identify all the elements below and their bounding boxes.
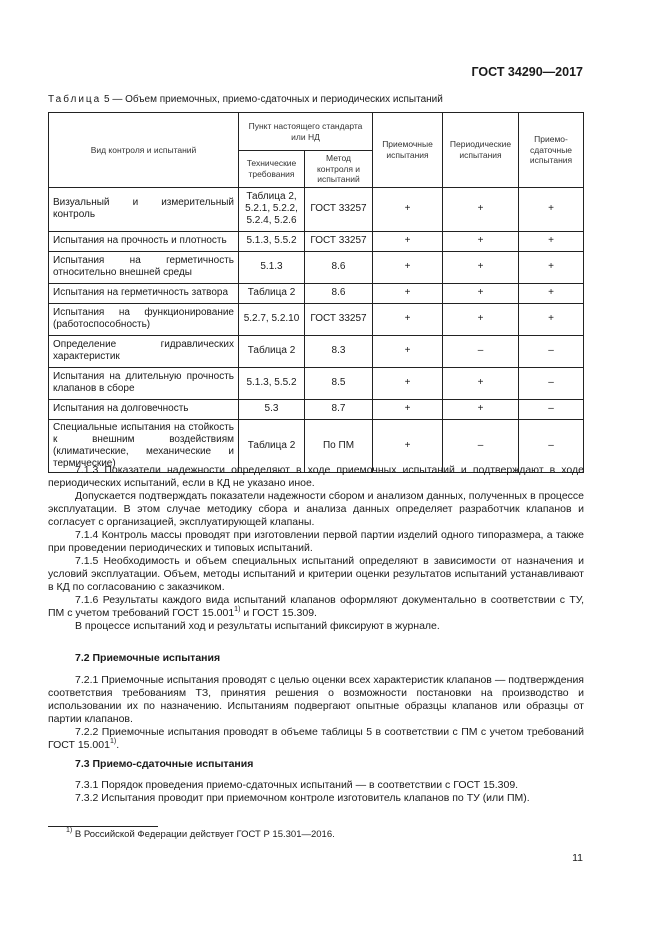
cell-req: 5.1.3 (239, 251, 305, 283)
cell-periodic: + (443, 303, 519, 335)
heading-7-2: 7.2 Приемочные испытания (75, 652, 221, 664)
table-row (49, 187, 584, 231)
paragraph-7-1-5: 7.1.5 Необходимость и объем специальных испытаний определяют в зависимости от назначения и условий эксплуатации. Объем, методы испытаний и критерии оценки результатов испытаний устанавливают в КД по согласованию с заказчиком. (48, 555, 584, 593)
paragraph-7-2-2-tail: . (116, 739, 120, 751)
section-7-1-text (48, 464, 584, 633)
footnote-text: В Российской Федерации действует ГОСТ Р 15.301—2016. (74, 829, 335, 840)
cell-delivery: – (519, 419, 584, 472)
paragraph-7-1-6-tail: и ГОСТ 15.309. (240, 607, 317, 619)
table-row (49, 303, 584, 335)
cell-periodic: + (443, 251, 519, 283)
paragraph-7-1-3-b: Допускается подтверждать показатели надежности сбором и анализом данных, полученных в процессе эксплуатации. В этом случае методику сбора и анализа данных определяет разработчик клапанов и согласует с организацией, эксплуатирующей клапаны. (48, 490, 585, 528)
paragraph-7-2-1: 7.2.1 Приемочные испытания проводят с целью оценки всех характеристик клапанов — подтверждения соответствия требованиям ТЗ, принятия решения о возможности постановки на производство и использовании их по назначению. Испытаниям подвергают опытные образцы клапанов или образцы от партии клапанов. (48, 674, 584, 725)
table-row (49, 367, 584, 399)
cell-method: 8.5 (305, 367, 373, 399)
paragraph-7-2-2 (48, 726, 584, 752)
footnote-mark: 1) (66, 826, 73, 834)
cell-method: 8.3 (305, 335, 373, 367)
cell-name: Определение гидравлических характеристик (49, 335, 239, 367)
cell-periodic: + (443, 187, 519, 231)
header-acceptance: Приемочные испытания (373, 113, 443, 188)
paragraph-7-3-1: 7.3.1 Порядок проведения приемо-сдаточных испытаний — в соответствии с ГОСТ 15.309. (75, 779, 519, 791)
footnote (66, 826, 335, 840)
table-row (49, 231, 584, 251)
cell-name: Испытания на герметичность относительно внешней среды (49, 251, 239, 283)
table-row (49, 335, 584, 367)
cell-acceptance: + (373, 419, 443, 472)
tests-table (48, 112, 584, 473)
paragraph-7-1-4: 7.1.4 Контроль массы проводят при изготовлении первой партии изделий одного типоразмера, а также при проведении периодических и типовых испытаний. (48, 529, 584, 554)
cell-delivery: – (519, 399, 584, 419)
cell-name: Испытания на функционирование (работоспособность) (49, 303, 239, 335)
cell-name: Испытания на длительную прочность клапанов в сборе (49, 367, 239, 399)
cell-req: 5.2.7, 5.2.10 (239, 303, 305, 335)
cell-acceptance: + (373, 231, 443, 251)
cell-delivery: – (519, 367, 584, 399)
section-7-2-text (48, 674, 584, 752)
cell-delivery: + (519, 283, 584, 303)
cell-req: 5.1.3, 5.5.2 (239, 367, 305, 399)
paragraph-7-1-6 (48, 594, 584, 620)
cell-name: Испытания на прочность и плотность (49, 231, 239, 251)
cell-name: Испытания на герметичность затвора (49, 283, 239, 303)
cell-req: Таблица 2 (239, 283, 305, 303)
table-row (49, 283, 584, 303)
cell-method: 8.6 (305, 283, 373, 303)
footnote-ref: 1) (109, 737, 117, 745)
cell-method: По ПМ (305, 419, 373, 472)
cell-req: 5.3 (239, 399, 305, 419)
header-method: Метод контроля и испытаний (305, 151, 373, 188)
table-caption-prefix: Таблица (48, 94, 102, 105)
cell-periodic: – (443, 419, 519, 472)
cell-periodic: + (443, 283, 519, 303)
cell-acceptance: + (373, 367, 443, 399)
section-7-2 (48, 652, 584, 665)
table-row (49, 251, 584, 283)
table-caption (48, 94, 443, 105)
page-number: 11 (572, 852, 583, 864)
cell-periodic: + (443, 399, 519, 419)
header-clause-group: Пункт настоящего стандарта или НД (239, 113, 373, 151)
cell-method: ГОСТ 33257 (305, 303, 373, 335)
cell-delivery: + (519, 303, 584, 335)
cell-periodic: + (443, 231, 519, 251)
cell-acceptance: + (373, 399, 443, 419)
cell-method: ГОСТ 33257 (305, 187, 373, 231)
footnote-ref: 1) (234, 605, 241, 613)
cell-method: 8.7 (305, 399, 373, 419)
cell-acceptance: + (373, 283, 443, 303)
section-7-3-text (48, 779, 584, 805)
paragraph-7-1-6-c: В процессе испытаний ход и результаты испытаний фиксируют в журнале. (75, 620, 440, 632)
cell-delivery: – (519, 335, 584, 367)
cell-req: Таблица 2, 5.2.1, 5.2.2, 5.2.4, 5.2.6 (239, 187, 305, 231)
header-control-type: Вид контроля и испытаний (49, 113, 239, 188)
cell-acceptance: + (373, 335, 443, 367)
paragraph-7-2-2-text: 7.2.2 Приемочные испытания проводят в объеме таблицы 5 в соответствии с ПМ с учетом требований ГОСТ 15.001 (48, 726, 584, 751)
cell-req: Таблица 2 (239, 335, 305, 367)
cell-delivery: + (519, 251, 584, 283)
header-periodic: Периодические испытания (443, 113, 519, 188)
cell-name: Испытания на долговечность (49, 399, 239, 419)
cell-periodic: – (443, 335, 519, 367)
cell-acceptance: + (373, 187, 443, 231)
cell-name: Специальные испытания на стойкость к внешним воздействиям (климатические, механические и термические) (49, 419, 239, 472)
header-delivery: Приемо-сдаточные испытания (519, 113, 584, 188)
header-tech-req: Технические требования (239, 151, 305, 188)
paragraph-7-3-2: 7.3.2 Испытания проводит при приемочном контроле изготовитель клапанов по ТУ (или ПМ). (75, 792, 530, 804)
cell-delivery: + (519, 187, 584, 231)
cell-method: 8.6 (305, 251, 373, 283)
paragraph-7-1-6-text: 7.1.6 Результаты каждого вида испытаний клапанов оформляют документально в соответствии с ТУ, ПМ с учетом требований ГОСТ 15.001 (48, 594, 584, 619)
cell-periodic: + (443, 367, 519, 399)
cell-acceptance: + (373, 251, 443, 283)
heading-7-3: 7.3 Приемо-сдаточные испытания (75, 758, 254, 770)
cell-delivery: + (519, 231, 584, 251)
table-caption-text: 5 — Объем приемочных, приемо-сдаточных и периодических испытаний (101, 94, 443, 105)
paragraph-7-1-3: 7.1.3 Показатели надежности определяют в ходе приемочных испытаний и подтверждают в ходе периодических испытаний, если в КД не указано иное. (48, 464, 584, 489)
section-7-3 (48, 758, 584, 771)
cell-req: Таблица 2 (239, 419, 305, 472)
table-row (49, 399, 584, 419)
cell-method: ГОСТ 33257 (305, 231, 373, 251)
cell-name: Визуальный и измерительный контроль (49, 187, 239, 231)
cell-req: 5.1.3, 5.5.2 (239, 231, 305, 251)
standard-code: ГОСТ 34290—2017 (471, 65, 583, 79)
cell-acceptance: + (373, 303, 443, 335)
footnote-divider (48, 826, 158, 827)
